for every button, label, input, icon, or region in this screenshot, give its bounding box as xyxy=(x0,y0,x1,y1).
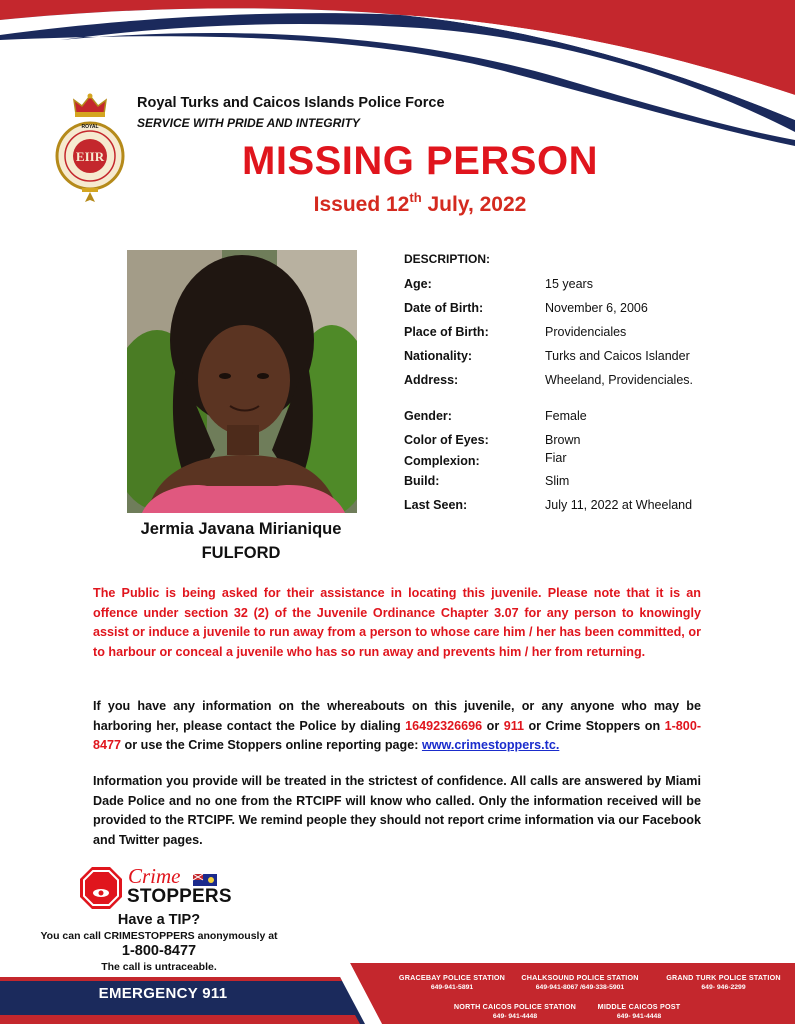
tci-flag-icon xyxy=(193,874,217,886)
contact-paragraph: If you have any information on the whereabouts on this juvenile, or any anyone who may be harboring her, please contact the Police by dialing 16492326696 or 911 or Crime Stoppers on 1-800-8477 or use the Crime Stoppers online reporting page: www.crimestoppers.tc. xyxy=(93,699,702,752)
missing-person-photo xyxy=(127,250,357,513)
emergency-number: EMERGENCY 911 xyxy=(98,985,228,1002)
confidentiality-paragraph: Information you provide will be treated in the strictest of confidence. All calls are answered by Miami Dade Police and no one from the RTCIPF will know who called. Only the information received will be provided to the RTCIPF. We remind people they should not report crime information via our Facebook and Twitter pages. xyxy=(93,774,701,847)
station-middle-caicos: MIDDLE CAICOS POST 649- 941-4448 xyxy=(597,1002,681,1020)
svg-text:EIIR: EIIR xyxy=(75,149,105,164)
place-of-birth-value: Providenciales xyxy=(545,325,627,339)
last-seen-label: Last Seen: xyxy=(404,498,468,512)
age-label: Age: xyxy=(404,277,432,291)
svg-text:ROYAL: ROYAL xyxy=(81,124,99,130)
complexion-label: Complexion: xyxy=(404,454,480,468)
organization-name: Royal Turks and Caicos Islands Police Force xyxy=(137,95,445,111)
build-value: Slim xyxy=(545,474,570,488)
missing-person-name: Jermia Javana Mirianique FULFORD xyxy=(140,520,342,562)
crime-stoppers-logo-word: Crime xyxy=(128,864,181,888)
eye-color-label: Color of Eyes: xyxy=(404,433,489,447)
age-value: 15 years xyxy=(545,277,593,291)
tip-heading: Have a TIP? xyxy=(117,912,201,928)
station-chalksound: CHALKSOUND POLICE STATION 649-941-8067 /649-338-5901 xyxy=(521,973,639,991)
page-title: MISSING PERSON xyxy=(242,139,598,183)
crimestoppers-website-link[interactable]: www.crimestoppers.tc. xyxy=(421,738,560,752)
emergency-phone-number: 911 xyxy=(503,718,525,733)
address-value: Wheeland, Providenciales. xyxy=(545,373,693,387)
eye-color-value: Brown xyxy=(545,433,581,447)
organization-motto: SERVICE WITH PRIDE AND INTEGRITY xyxy=(137,116,360,130)
stop-sign-icon xyxy=(80,867,122,909)
station-north-caicos: NORTH CAICOS POLICE STATION 649- 941-4448 xyxy=(453,1002,577,1020)
untraceable-note: The call is untraceable. xyxy=(101,961,217,973)
dob-label: Date of Birth: xyxy=(404,301,484,315)
complexion-value: Fiar xyxy=(545,451,567,465)
station-grand-turk: GRAND TURK POLICE STATION 649- 946-2299 xyxy=(666,973,781,991)
crimestoppers-phone-number: 1-800-8477 xyxy=(93,718,702,752)
station-gracebay: GRACEBAY POLICE STATION 649-941-5891 xyxy=(398,973,506,991)
gender-label: Gender: xyxy=(404,409,452,423)
build-label: Build: xyxy=(404,474,440,488)
crime-stoppers-number: 1-800-8477 xyxy=(121,943,197,959)
nationality-label: Nationality: xyxy=(404,349,473,363)
last-seen-value: July 11, 2022 at Wheeland xyxy=(545,498,693,512)
police-phone-number: 16492326696 xyxy=(405,718,483,733)
gender-value: Female xyxy=(545,409,587,423)
issued-date: Issued 12th July, 2022 xyxy=(313,190,527,216)
legal-warning-paragraph: The Public is being asked for their assistance in locating this juvenile. Please note that it is an offence under section 32 (2) of the Juvenile Ordinance Chapter 3.07 for any person to knowingly assist or induce a juvenile to run away from a person to whose care him / her has been committed, or to harbour or conceal a juvenile who has so run away and prevents him / her from returning. xyxy=(93,586,701,659)
crown-icon xyxy=(74,94,106,118)
crime-stoppers-logo-word-2: STOPPERS xyxy=(127,886,232,907)
dob-value: November 6, 2006 xyxy=(545,301,648,315)
address-label: Address: xyxy=(404,373,459,387)
nationality-value: Turks and Caicos Islander xyxy=(545,349,690,363)
place-of-birth-label: Place of Birth: xyxy=(404,325,489,339)
description-heading: DESCRIPTION: xyxy=(404,252,491,266)
anonymous-call-text: You can call CRIMESTOPPERS anonymously at xyxy=(40,930,278,942)
